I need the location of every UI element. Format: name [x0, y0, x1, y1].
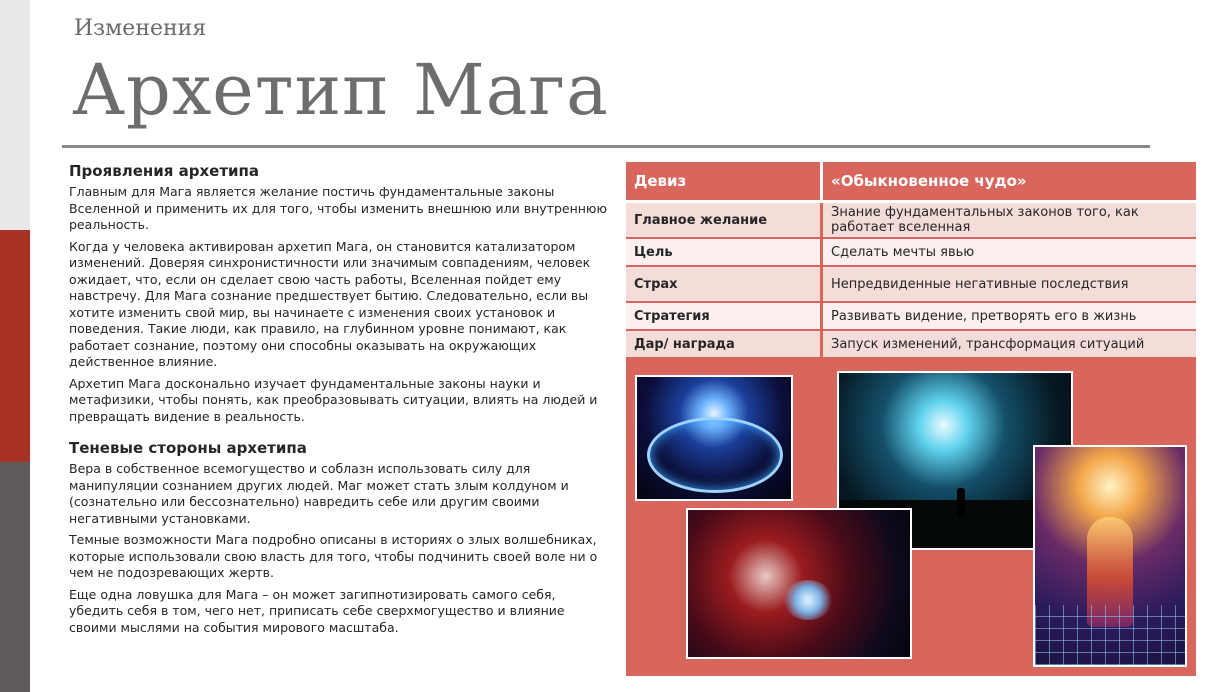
table-header-key: Девиз — [626, 162, 823, 203]
sorceress-image — [686, 508, 912, 659]
table-row-key: Главное желание — [626, 203, 823, 239]
table-header-value: «Обыкновенное чудо» — [823, 162, 1196, 203]
left-stripe-gray — [0, 462, 30, 692]
paragraph-2: Когда у человека активирован архетип Мага, он становится катализатором изменений. Доверяя синхронистичности или значимым совпадениям, человек ожидает, что, если он сделает свою часть работы, Вселенная пойдет ему навстречу. Для Мага сознание предшествует бытию. Следовательно, если вы хотите изменить свой мир, вы начинаете с изменения своих установок и поведения. Такие люди, как правило, на глубинном уровне понимают, как работает сознание, поэтому они способны оказывать на окружающих действенное влияние. — [69, 238, 591, 369]
magic-glow-decoration — [783, 580, 833, 620]
paragraph-4: Вера в собственное всемогущество и соблазн использовать силу для манипуляции сознанием других людей. Маг может стать злым колдуном и (сознательно или бессознательно) навредить себе или другим своими негативными установками. — [69, 461, 569, 526]
table-row-value: Непредвиденные негативные последствия — [823, 267, 1196, 303]
table-row — [626, 239, 1196, 267]
table-row-value: Развивать видение, претворять его в жизнь — [823, 303, 1196, 331]
archetype-table — [626, 162, 1196, 359]
heading-shadow-sides: Теневые стороны архетипа — [69, 439, 307, 457]
cosmic-fractal-image — [635, 375, 793, 501]
table-row-key: Цель — [626, 239, 823, 267]
left-stripe-red — [0, 230, 30, 462]
table-row — [626, 303, 1196, 331]
paragraph-3: Архетип Мага досконально изучает фундаментальные законы науки и метафизики, чтобы понять, как преобразовывать ситуации, влиять на людей и превращать видение в реальность. — [69, 375, 598, 424]
table-row-key: Страх — [626, 267, 823, 303]
heading-manifestations: Проявления архетипа — [69, 162, 260, 180]
energy-grid-floor — [1035, 605, 1185, 665]
fractal-rings-decoration — [647, 417, 783, 493]
title-divider — [62, 145, 1150, 148]
paragraph-6: Еще одна ловушка для Мага – он может загипнотизировать самого себя, убедить себя в том, чего нет, приписать себе сверхмогущество и влияние своими мыслями на события мирового масштаба. — [69, 586, 565, 635]
table-row — [626, 331, 1196, 359]
meditating-figure-image — [1033, 445, 1187, 667]
table-row — [626, 203, 1196, 239]
table-row — [626, 267, 1196, 303]
section-kicker: Изменения — [74, 16, 207, 41]
slide-title: Архетип Мага — [72, 49, 609, 131]
standing-figure-silhouette — [957, 488, 965, 518]
paragraph-5: Темные возможности Мага подробно описаны в историях о злых волшебниках, которые использовали свою власть для того, чтобы подчинить своей воле ни о чем не подозревающих жертв. — [69, 532, 598, 580]
paragraph-1: Главным для Мага является желание постичь фундаментальные законы Вселенной и применить их для того, чтобы изменить внешнюю или внутреннюю реальность. — [69, 184, 607, 232]
text-column — [69, 162, 609, 641]
left-stripe-top — [0, 0, 30, 230]
table-row-key: Стратегия — [626, 303, 823, 331]
table-row-value: Знание фундаментальных законов того, как работает вселенная — [823, 203, 1196, 239]
table-row-value: Сделать мечты явью — [823, 239, 1196, 267]
table-header-row — [626, 162, 1196, 203]
table-row-key: Дар/ награда — [626, 331, 823, 359]
table-row-value: Запуск изменений, трансформация ситуаций — [823, 331, 1196, 359]
